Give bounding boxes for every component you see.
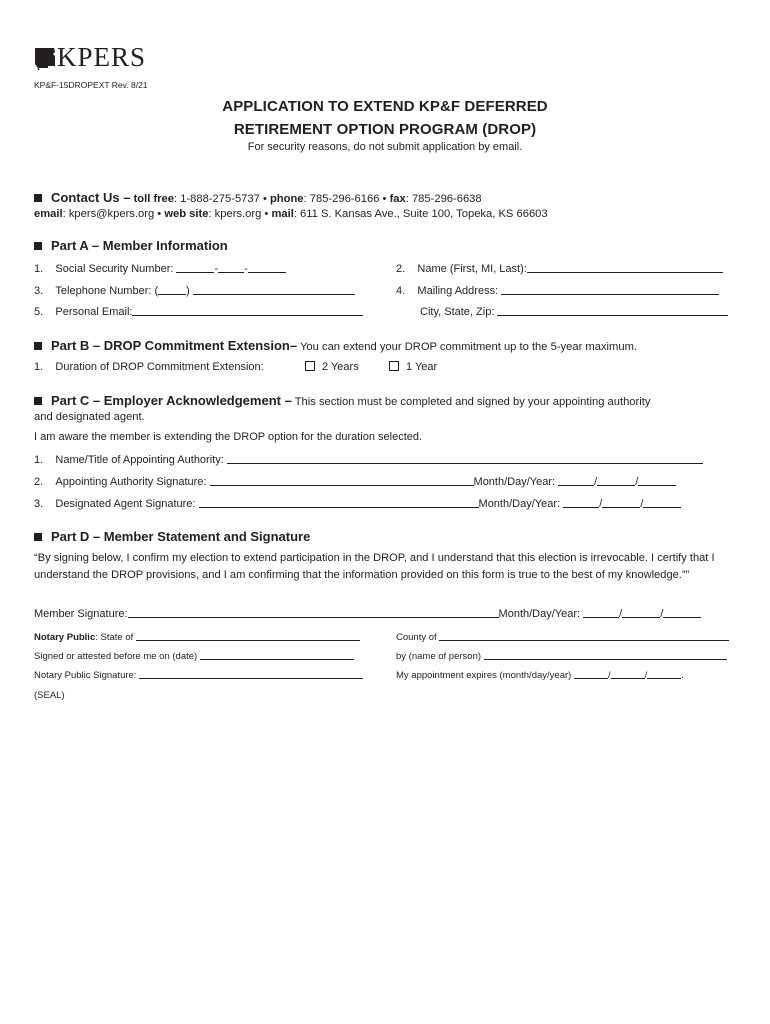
notary-date-row — [34, 650, 354, 664]
appointing-authority-name-row — [34, 452, 703, 467]
notary-state-field[interactable] — [136, 631, 360, 641]
part-c-statement: I am aware the member is extending the DROP option for the duration selected. — [34, 431, 423, 443]
name-row — [396, 261, 723, 276]
item-number: 5. — [34, 306, 44, 318]
paren-close: ) — [186, 285, 190, 297]
checkbox-2-years[interactable] — [305, 361, 315, 371]
part-c-note-line2: and designated agent. — [34, 411, 145, 423]
item-number: 1. — [34, 263, 44, 275]
notary-state-row — [34, 631, 360, 645]
notary-public-label: Notary Public — [34, 632, 96, 643]
address-row — [396, 283, 719, 298]
item-number: 4. — [396, 285, 406, 297]
telephone-row — [34, 283, 355, 298]
contact-heading: Contact Us – — [51, 190, 131, 205]
ssn-field-part2[interactable] — [218, 261, 244, 273]
kpers-logo — [34, 44, 146, 71]
telephone-label: Telephone Number: ( — [55, 285, 159, 297]
website-label: web site — [164, 208, 209, 220]
toll-free-value: : 1-888-275-5737 • — [174, 193, 270, 205]
member-signature-field[interactable] — [128, 606, 499, 618]
designated-agent-signature-field[interactable] — [199, 496, 479, 508]
notary-expires-row: My appointment expires (month/day/year) / / . — [396, 670, 684, 681]
duration-row — [34, 360, 264, 374]
mail-value: : 611 S. Kansas Ave., Suite 100, Topeka, KS 66603 — [293, 208, 548, 220]
form-subtitle: For security reasons, do not submit application by email. — [247, 141, 523, 153]
part-c-heading-row — [34, 393, 740, 425]
item-number: 1. — [34, 454, 44, 466]
date-label: Month/Day/Year: — [498, 608, 581, 620]
ssn-field-part1[interactable] — [176, 261, 214, 273]
contact-section — [34, 190, 548, 222]
appointing-authority-name-label: Name/Title of Appointing Authority: — [55, 454, 224, 466]
expires-year-field[interactable] — [647, 669, 681, 679]
appointing-authority-name-field[interactable] — [227, 452, 703, 464]
part-b-heading: Part B – DROP Commitment Extension– — [51, 338, 298, 353]
member-statement: “By signing below, I confirm my election to extend participation in the DROP, and I understand that this election is irrevocable. I certify that I understand the DROP provisions, and I am confirming that the information provided on this form is true to the best of my knowledge.”” — [34, 552, 715, 581]
part-c-note-line1: This section must be completed and signed by your appointing authority — [291, 396, 651, 408]
month-field[interactable] — [583, 606, 619, 618]
address-field[interactable] — [501, 283, 719, 295]
option-1-year-label: 1 Year — [406, 361, 438, 373]
date-label: Month/Day/Year: — [478, 498, 561, 510]
appointing-authority-signature-label: Appointing Authority Signature: — [55, 476, 207, 488]
notary-signature-field[interactable] — [139, 669, 363, 679]
section-bullet-icon — [34, 342, 42, 350]
fax-value: : 785-296-6638 — [405, 193, 482, 205]
notary-county-field[interactable] — [439, 631, 729, 641]
notary-state-label: : State of — [95, 632, 134, 643]
email-value: : kpers@kpers.org • — [62, 208, 165, 220]
personal-email-row — [34, 304, 363, 319]
part-d-heading: Part D – Member Statement and Signature — [51, 529, 311, 544]
personal-email-field[interactable] — [132, 304, 363, 316]
telephone-field[interactable] — [193, 283, 355, 295]
kansas-state-icon — [34, 46, 56, 70]
member-signature-row: Member Signature: Month/Day/Year: / / — [34, 606, 701, 621]
mail-label: mail — [271, 208, 294, 220]
form-title-line1: APPLICATION TO EXTEND KP&F DEFERRED — [222, 98, 548, 115]
option-2-years[interactable] — [305, 360, 359, 374]
address-label: Mailing Address: — [417, 285, 499, 297]
notary-signature-row — [34, 669, 363, 683]
name-label: Name (First, MI, Last): — [417, 263, 527, 275]
date-label: Month/Day/Year: — [473, 476, 556, 488]
option-1-year[interactable] — [389, 360, 437, 374]
notary-person-row — [396, 650, 727, 664]
designated-agent-signature-label: Designated Agent Signature: — [55, 498, 196, 510]
part-a-heading: Part A – Member Information — [51, 238, 228, 253]
notary-seal: (SEAL) — [34, 690, 65, 701]
section-bullet-icon — [34, 242, 42, 250]
email-label: email — [34, 208, 63, 220]
appointing-authority-signature-row: 2. Appointing Authority Signature: Month/Day/Year: / / — [34, 474, 676, 489]
ssn-row: 1. Social Security Number: - - — [34, 261, 286, 276]
notary-person-label: by (name of person) — [396, 651, 482, 662]
city-state-zip-label: City, State, Zip: — [420, 306, 495, 318]
notary-date-label: Signed or attested before me on (date) — [34, 651, 198, 662]
part-b-heading-row — [34, 338, 637, 355]
form-number: KP&F-15DROPEXT Rev. 8/21 — [34, 80, 148, 90]
item-number: 3. — [34, 498, 44, 510]
month-field[interactable] — [563, 496, 599, 508]
personal-email-label: Personal Email: — [55, 306, 133, 318]
logo-wordmark: KPERS — [57, 42, 147, 72]
part-c-heading: Part C – Employer Acknowledgement – — [51, 393, 292, 408]
day-field[interactable] — [602, 496, 640, 508]
day-field[interactable] — [622, 606, 660, 618]
appointing-authority-signature-field[interactable] — [210, 474, 474, 486]
year-field[interactable] — [663, 606, 701, 618]
part-a-heading-row — [34, 238, 228, 255]
member-signature-label: Member Signature: — [34, 608, 128, 620]
notary-expires-label: My appointment expires (month/day/year) — [396, 670, 572, 681]
phone-value: : 785-296-6166 • — [303, 193, 390, 205]
form-title-line2: RETIREMENT OPTION PROGRAM (DROP) — [233, 121, 537, 138]
item-number: 2. — [396, 263, 406, 275]
year-field[interactable] — [643, 496, 681, 508]
notary-date-field[interactable] — [200, 650, 354, 660]
option-2-years-label: 2 Years — [322, 361, 359, 373]
name-field[interactable] — [527, 261, 723, 273]
city-state-zip-row — [420, 304, 728, 319]
duration-label: Duration of DROP Commitment Extension: — [55, 361, 264, 373]
item-number: 1. — [34, 361, 44, 373]
website-value: : kpers.org • — [208, 208, 272, 220]
section-bullet-icon — [34, 194, 42, 202]
part-b-note: You can extend your DROP commitment up to the 5-year maximum. — [297, 341, 638, 353]
checkbox-1-year[interactable] — [389, 361, 399, 371]
designated-agent-signature-row: 3. Designated Agent Signature: Month/Day/Year: / / — [34, 496, 681, 511]
section-bullet-icon — [34, 533, 42, 541]
notary-county-label: County of — [396, 632, 437, 643]
notary-person-field[interactable] — [484, 650, 727, 660]
year-field[interactable] — [638, 474, 676, 486]
area-code-field[interactable] — [158, 283, 186, 295]
expires-month-field[interactable] — [574, 669, 608, 679]
expires-day-field[interactable] — [611, 669, 645, 679]
fax-label: fax — [389, 193, 406, 205]
toll-free-label: toll free — [133, 193, 174, 205]
item-number: 3. — [34, 285, 44, 297]
phone-label: phone — [269, 193, 304, 205]
section-bullet-icon — [34, 397, 42, 405]
day-field[interactable] — [597, 474, 635, 486]
notary-signature-label: Notary Public Signature: — [34, 670, 137, 681]
part-d-heading-row — [34, 529, 310, 546]
ssn-label: Social Security Number: — [55, 263, 174, 275]
city-state-zip-field[interactable] — [497, 304, 728, 316]
notary-county-row — [396, 631, 729, 645]
month-field[interactable] — [558, 474, 594, 486]
ssn-field-part3[interactable] — [248, 261, 286, 273]
item-number: 2. — [34, 476, 44, 488]
